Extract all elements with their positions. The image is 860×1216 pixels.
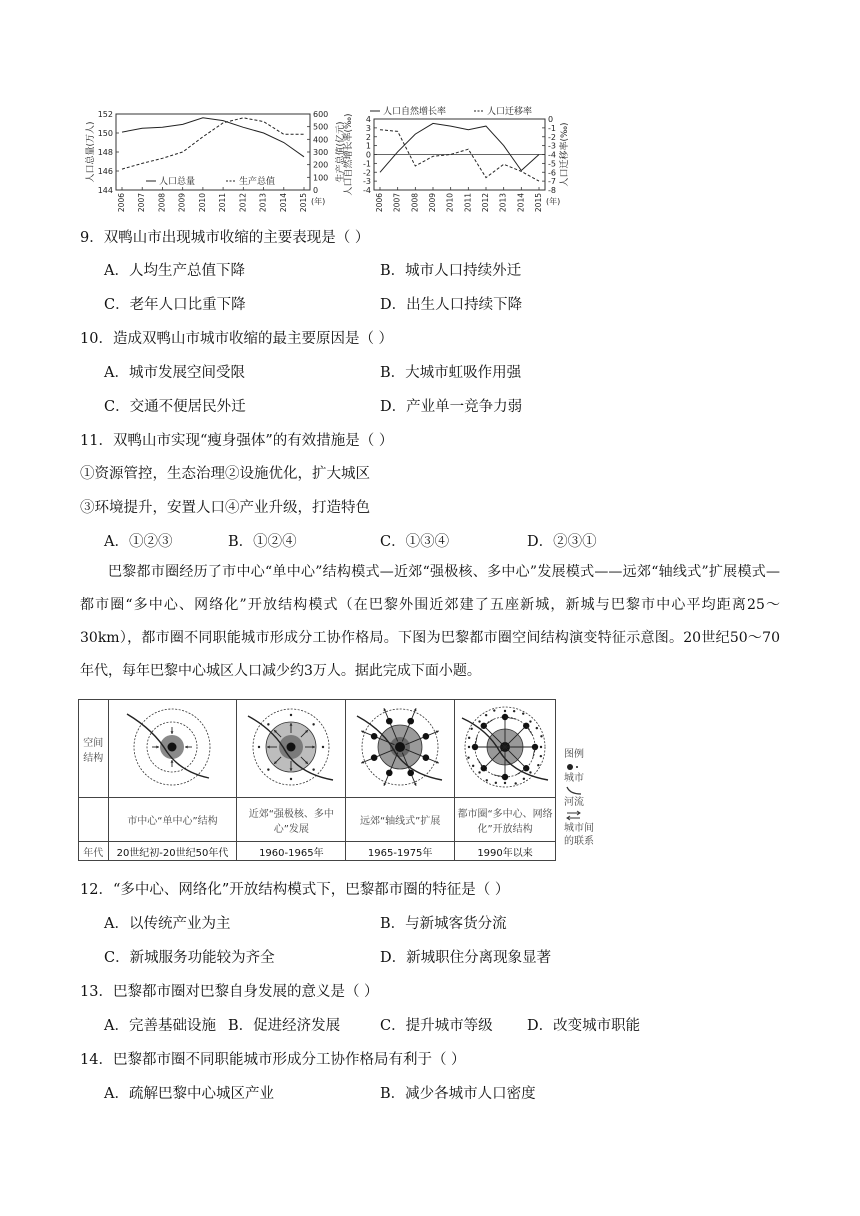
x-tick-label: 2008 — [410, 193, 420, 213]
plot-frame — [116, 114, 310, 190]
question-14-stem: 14．巴黎都市圈不同职能城市形成分工协作格局有利于（ ） — [80, 1052, 466, 1068]
axis-city-dot — [408, 770, 415, 777]
row-label-structure: 空间结构 — [79, 700, 109, 798]
q12-option-c: C．新城服务功能较为齐全 — [104, 950, 275, 966]
stage-1-period: 20世纪初-20世纪50年代 — [108, 842, 237, 861]
x-tick-label: 2014 — [516, 193, 526, 213]
small-town-dot — [478, 720, 480, 722]
series-line-right — [122, 118, 304, 169]
left-tick-label: 148 — [97, 148, 113, 157]
x-tick-label: 2013 — [258, 193, 268, 213]
right-tick-label: 200 — [313, 160, 329, 170]
q10-option-b: B．大城市虹吸作用强 — [380, 365, 522, 381]
small-town-dot — [504, 710, 506, 712]
right-tick-label: 300 — [313, 148, 329, 157]
small-town-dot — [529, 720, 531, 722]
x-tick-label: 2012 — [481, 193, 490, 213]
small-town-dot — [540, 746, 542, 748]
satellite-dot — [313, 768, 315, 770]
stage-3-diagram — [346, 700, 455, 798]
small-town-dot — [468, 737, 470, 739]
small-town-dot — [467, 756, 469, 758]
series-line-left — [122, 118, 304, 157]
legend-city-icon — [564, 762, 598, 772]
figure-legend — [564, 748, 598, 848]
stage-1-diagram — [108, 700, 237, 798]
question-11-stem: 11．双鸭山市实现“瘦身强体”的有效措施是（ ） — [80, 433, 394, 449]
axis-city-dot — [371, 733, 378, 740]
arrow-head — [171, 731, 174, 734]
network-link — [526, 726, 533, 736]
stage-1-name: 市中心“单中心”结构 — [108, 798, 237, 842]
right-tick-label: -7 — [548, 177, 556, 187]
small-town-dot — [470, 728, 472, 730]
left-tick-label: -2 — [363, 168, 371, 178]
q11-option-d: D．②③① — [527, 534, 597, 550]
right-tick-label: 0 — [548, 115, 554, 124]
legend-label: 人口自然增长率 — [383, 107, 447, 117]
stage-2-period: 1960-1965年 — [237, 842, 346, 861]
left-tick-label: 146 — [97, 167, 113, 176]
right-tick-label: -1 — [548, 123, 556, 133]
question-9-stem: 9．双鸭山市出现城市收缩的主要表现是（ ） — [80, 230, 370, 246]
q9-option-a: A．人均生产总值下降 — [104, 263, 245, 279]
small-town-dot — [540, 735, 542, 737]
x-tick-label: 2006 — [117, 193, 126, 213]
right-tick-label: 500 — [313, 122, 329, 132]
satellite-dot — [313, 723, 315, 725]
arrow-head — [171, 760, 174, 763]
q13-option-a: A．完善基础设施 — [104, 1018, 216, 1034]
left-tick-label: -3 — [363, 177, 371, 187]
q10-option-d: D．产业单一竞争力弱 — [380, 399, 523, 415]
left-axis-title: 人口总量(万人) — [86, 121, 96, 183]
x-tick-label: 2009 — [177, 193, 187, 213]
right-tick-label: -5 — [548, 159, 556, 169]
right-tick-label: -6 — [548, 168, 556, 178]
axis-city-dot — [423, 733, 430, 740]
row-label-year: 年代 — [79, 842, 109, 861]
right-tick-label: 0 — [313, 186, 319, 195]
chart-growth-migration — [340, 100, 570, 218]
left-tick-label: 152 — [97, 110, 113, 119]
x-tick-label: 2013 — [498, 192, 508, 213]
right-tick-label: 400 — [313, 135, 329, 145]
q11-statement-line-1: ①资源管控，生态治理②设施优化，扩大城区 — [80, 466, 370, 482]
satellite-dot — [290, 714, 292, 716]
satellite-dot — [322, 746, 324, 748]
stage-2-name: 近郊“强极核、多中心”发展 — [237, 798, 346, 842]
q10-option-c: C．交通不便居民外迁 — [104, 399, 246, 415]
city-dot — [168, 743, 177, 752]
x-tick-label: 2015 — [299, 193, 308, 213]
small-town-dot — [493, 709, 495, 711]
left-tick-label: 0 — [365, 150, 371, 160]
axis-city-dot — [386, 718, 393, 725]
chart-population-gdp — [76, 100, 366, 218]
city-dot — [287, 743, 296, 752]
x-tick-label: 2014 — [278, 193, 288, 213]
right-tick-label: 100 — [313, 173, 329, 183]
stage-2-diagram — [237, 700, 346, 798]
small-town-dot — [504, 782, 506, 784]
q13-option-d: D．改变城市职能 — [527, 1018, 641, 1034]
network-link — [477, 758, 484, 768]
small-town-dot — [495, 782, 497, 784]
axis-city-dot — [371, 754, 378, 761]
small-town-dot — [515, 782, 517, 784]
x-tick-label: 2007 — [392, 193, 402, 213]
stage-3-period: 1965-1975年 — [346, 842, 455, 861]
q12-option-b: B．与新城客货分流 — [380, 916, 507, 932]
legend-river-icon — [564, 786, 598, 796]
series-line-right — [380, 130, 539, 181]
q9-option-c: C．老年人口比重下降 — [104, 297, 246, 313]
axis-city-dot — [386, 770, 393, 777]
q13-option-b: B．促进经济发展 — [228, 1018, 341, 1034]
stage-4-name: 都市圈“多中心、网络化”开放结构 — [455, 798, 556, 842]
small-town-dot — [523, 778, 525, 780]
question-10-stem: 10．造成双鸭山市城市收缩的最主要原因是（ ） — [80, 331, 394, 347]
x-tick-label: 2007 — [137, 193, 147, 213]
legend-link-icon — [564, 810, 598, 822]
paris-structure-figure — [78, 699, 556, 861]
x-tick-label: 2010 — [445, 193, 455, 213]
legend-title: 图例 — [564, 749, 584, 760]
axis-city-dot — [408, 718, 415, 725]
left-tick-label: 150 — [97, 129, 113, 138]
q14-option-b: B．减少各城市人口密度 — [380, 1086, 536, 1102]
network-link — [484, 719, 494, 726]
satellite-dot — [268, 723, 270, 725]
q13-option-c: C．提升城市等级 — [380, 1018, 493, 1034]
small-town-dot — [468, 746, 470, 748]
question-13-stem: 13．巴黎都市圈对巴黎自身发展的意义是（ ） — [80, 984, 379, 1000]
city-dot — [395, 742, 405, 752]
x-tick-label: 2006 — [375, 193, 384, 213]
x-unit-label: (年) — [311, 197, 326, 206]
legend-river: 河流 — [564, 797, 584, 808]
x-tick-label: 2011 — [218, 193, 228, 213]
arrow-head — [185, 746, 188, 749]
small-town-dot — [540, 755, 542, 757]
legend-city: 城市 — [564, 773, 584, 784]
x-tick-label: 2012 — [238, 192, 248, 213]
small-town-dot — [472, 765, 474, 767]
left-tick-label: 3 — [365, 123, 371, 133]
legend-label: 人口迁移率 — [487, 107, 533, 117]
arrow-head — [157, 746, 160, 749]
q12-option-d: D．新城职住分离现象显著 — [380, 950, 552, 966]
small-town-dot — [513, 710, 515, 712]
left-axis-title: 人口自然增长率(‰) — [344, 113, 354, 196]
axis-city-dot — [423, 754, 430, 761]
right-axis-title: 生产总值(亿元) — [336, 121, 346, 183]
right-axis-title: 人口迁移率(‰) — [560, 122, 570, 187]
legend-label: 人口总量 — [159, 177, 196, 187]
x-tick-label: 2011 — [463, 193, 473, 213]
x-tick-label: 2009 — [428, 193, 437, 213]
q11-statement-line-2: ③环境提升，安置人口④产业升级，打造特色 — [80, 500, 370, 516]
left-tick-label: 4 — [365, 115, 371, 124]
right-tick-label: -3 — [548, 141, 556, 151]
q14-option-a: A．疏解巴黎中心城区产业 — [104, 1086, 274, 1102]
question-12-stem: 12．“多中心、网络化”开放结构模式下，巴黎都市圈的特征是（ ） — [80, 882, 510, 898]
left-tick-label: 2 — [365, 132, 371, 142]
stage-3-name: 远郊“轴线式”扩展 — [346, 798, 455, 842]
q11-option-c: C．①③④ — [380, 534, 450, 550]
q9-option-d: D．出生人口持续下降 — [380, 297, 523, 313]
left-tick-label: -1 — [363, 159, 371, 169]
x-tick-label: 2008 — [157, 193, 167, 213]
passage-paris-metropolitan: 巴黎都市圈经历了市中心“单中心”结构模式—近郊“强极核、多中心”发展模式——远郊“轴线式”扩展模式—都市圈“多中心、网络化”开放结构模式（在巴黎外围近郊建了五座新城，新城与巴黎市中心平均距离25～30km），都市圈不同职能城市形成分工协作格局。下图为巴黎都市圈空间结构演变特征示意图。20世纪50～70年代，每年巴黎中心城区人口减少约3万人。据此完成下面小题。 — [80, 564, 780, 679]
q12-option-a: A．以传统产业为主 — [104, 916, 231, 932]
x-tick-label: 2010 — [197, 193, 207, 213]
right-tick-label: -4 — [548, 150, 556, 160]
small-town-dot — [478, 771, 480, 773]
q9-option-b: B．城市人口持续外迁 — [380, 263, 522, 279]
right-tick-label: 600 — [313, 110, 329, 119]
x-tick-label: 2015 — [534, 193, 543, 213]
legend-link: 城市间的联系 — [564, 823, 594, 847]
stage-4-diagram — [455, 700, 556, 798]
small-town-dot — [522, 712, 524, 714]
q11-option-a: A．①②③ — [104, 534, 173, 550]
series-line-left — [380, 123, 539, 172]
x-unit-label: (年) — [546, 197, 561, 206]
small-town-dot — [537, 764, 539, 766]
right-tick-label: -2 — [548, 132, 556, 142]
stage-4-period: 1990年以来 — [455, 842, 556, 861]
small-town-dot — [536, 727, 538, 729]
left-tick-label: 144 — [97, 186, 113, 195]
left-tick-label: -4 — [363, 186, 371, 195]
small-town-dot — [486, 779, 488, 781]
right-tick-label: -8 — [548, 186, 556, 195]
satellite-dot — [258, 746, 260, 748]
small-town-dot — [485, 714, 487, 716]
q11-option-b: B．①②④ — [228, 534, 297, 550]
small-town-dot — [529, 771, 531, 773]
satellite-dot — [268, 768, 270, 770]
left-tick-label: 1 — [365, 141, 371, 151]
legend-label: 生产总值 — [239, 177, 276, 187]
satellite-dot — [290, 778, 292, 780]
q10-option-a: A．城市发展空间受限 — [104, 365, 245, 381]
